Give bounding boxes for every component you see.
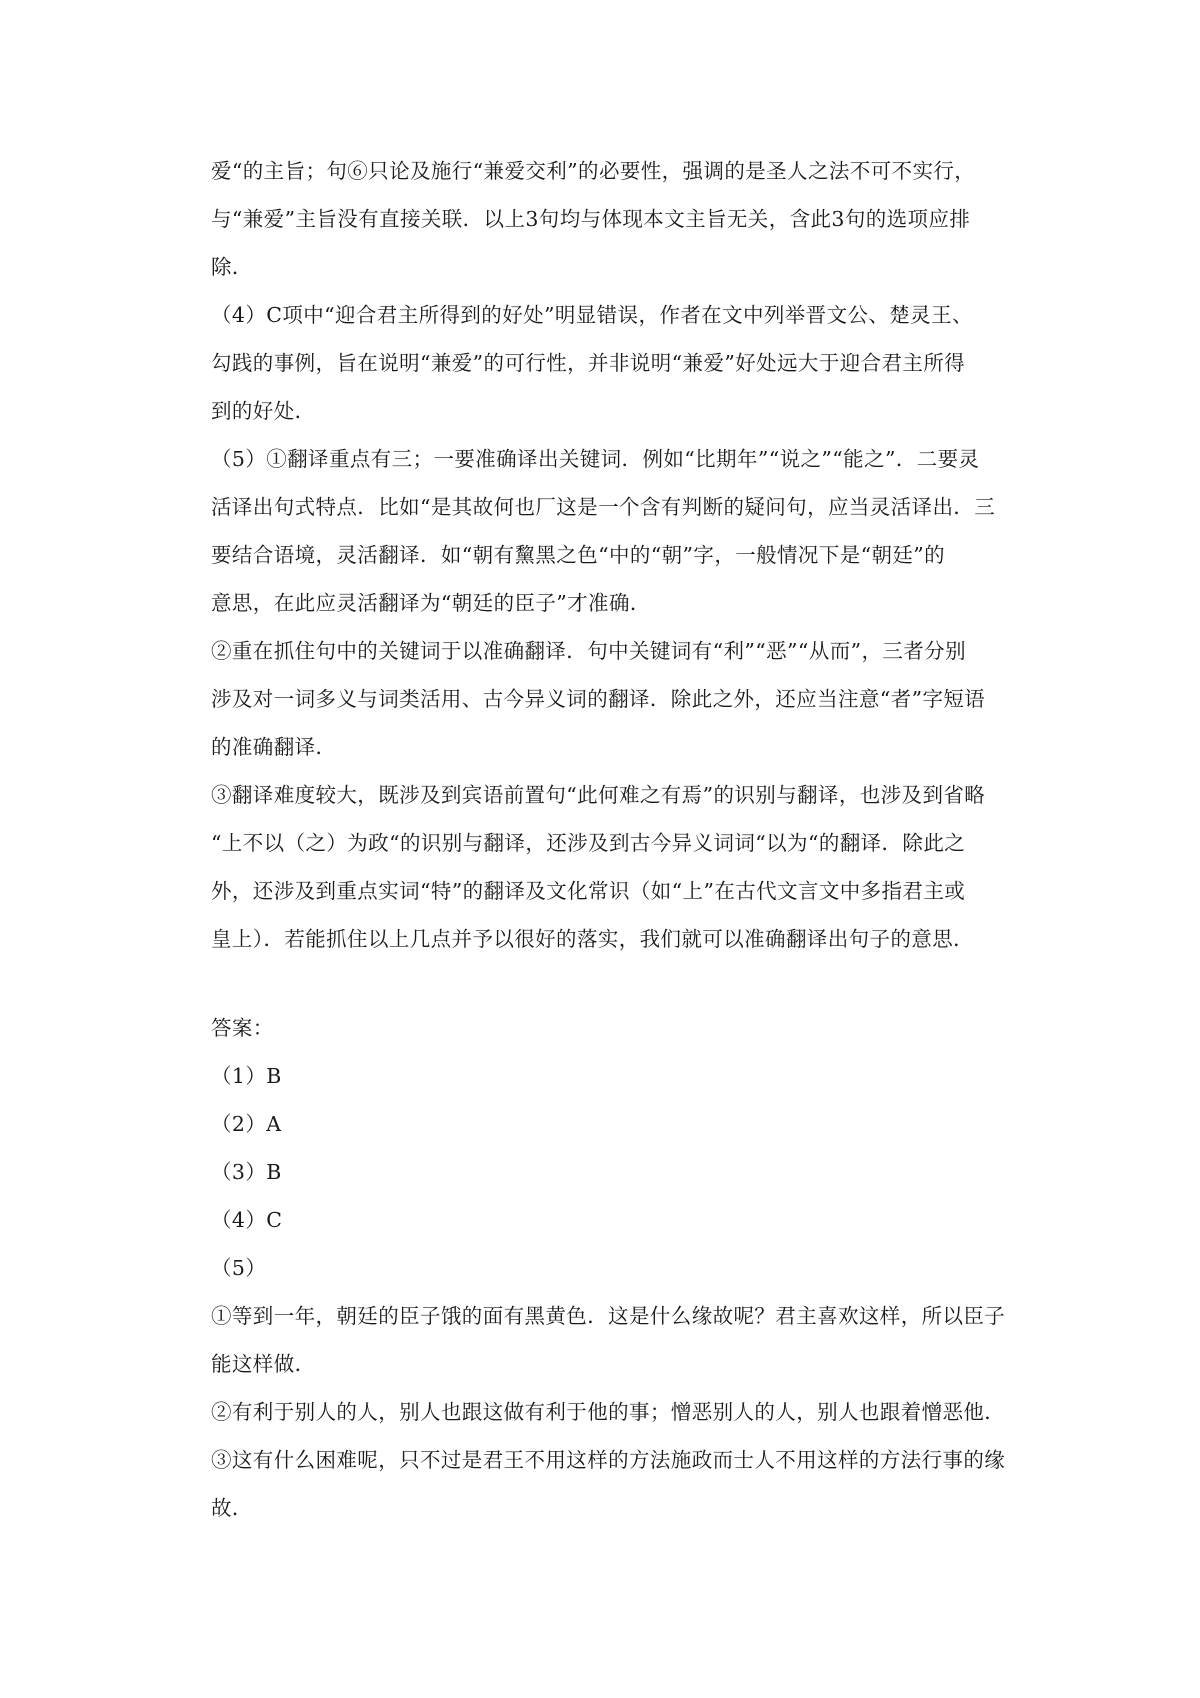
answer-line: （1）B <box>211 1064 282 1088</box>
analysis-line: （5）①翻译重点有三；一要准确译出关键词．例如“比期年”“说之”“能之”．二要灵 <box>211 447 980 471</box>
analysis-line: ③翻译难度较大，既涉及到宾语前置句“此何难之有焉”的识别与翻译，也涉及到省略 <box>211 783 986 807</box>
analysis-line: 要结合语境，灵活翻译．如“朝有黧黑之色“中的“朝”字，一般情况下是“朝廷”的 <box>211 543 946 567</box>
answer-line: ②有利于别人的人，别人也跟这做有利于他的事；憎恶别人的人，别人也跟着憎恶他． <box>211 1400 1006 1424</box>
answer-heading: 答案： <box>211 1016 274 1040</box>
analysis-line: 勾践的事例，旨在说明“兼爱”的可行性，并非说明“兼爱”好处远大于迎合君主所得 <box>211 351 966 375</box>
answer-line: （2）A <box>211 1112 282 1136</box>
analysis-line: 到的好处． <box>211 399 316 423</box>
analysis-line: （4）C项中“迎合君主所得到的好处”明显错误，作者在文中列举晋文公、楚灵王、 <box>211 303 973 327</box>
analysis-line: 活译出句式特点．比如“是其故何也厂这是一个含有判断的疑问句，应当灵活译出．三 <box>211 495 996 519</box>
analysis-line: 爱“的主旨；句⑥只论及施行“兼爱交利”的必要性，强调的是圣人之法不可不实行， <box>211 159 976 183</box>
answer-line: （4）C <box>211 1208 283 1232</box>
answer-line: （5） <box>211 1256 267 1280</box>
answer-line: ③这有什么困难呢，只不过是君王不用这样的方法施政而士人不用这样的方法行事的缘 <box>211 1448 1006 1472</box>
analysis-line: ②重在抓住句中的关键词于以准确翻译．句中关键词有“利”“恶”“从而”，三者分别 <box>211 639 966 663</box>
analysis-line: 除． <box>211 255 253 279</box>
analysis-line: 与“兼爱”主旨没有直接关联．以上3句均与体现本文主旨无关，含此3句的选项应排 <box>211 207 971 231</box>
answer-line: 故． <box>211 1496 253 1520</box>
analysis-line: 意思，在此应灵活翻译为“朝廷的臣子”才准确． <box>211 591 651 615</box>
answer-line: ①等到一年，朝廷的臣子饿的面有黑黄色．这是什么缘故呢？君主喜欢这样，所以臣子 <box>211 1304 1006 1328</box>
analysis-line: 的准确翻译． <box>211 735 337 759</box>
answer-line: （3）B <box>211 1160 282 1184</box>
answer-line: 能这样做． <box>211 1352 316 1376</box>
analysis-line: 皇上）．若能抓住以上几点并予以很好的落实，我们就可以准确翻译出句子的意思． <box>211 927 975 951</box>
analysis-line: 外，还涉及到重点实词“特”的翻译及文化常识（如“上”在古代文言文中多指君主或 <box>211 879 966 903</box>
analysis-line: 涉及对一词多义与词类活用、古今异义词的翻译．除此之外，还应当注意“者”字短语 <box>211 687 986 711</box>
analysis-line: “上不以（之）为政“的识别与翻译，还涉及到古今异义词词“以为“的翻译．除此之 <box>211 831 966 855</box>
